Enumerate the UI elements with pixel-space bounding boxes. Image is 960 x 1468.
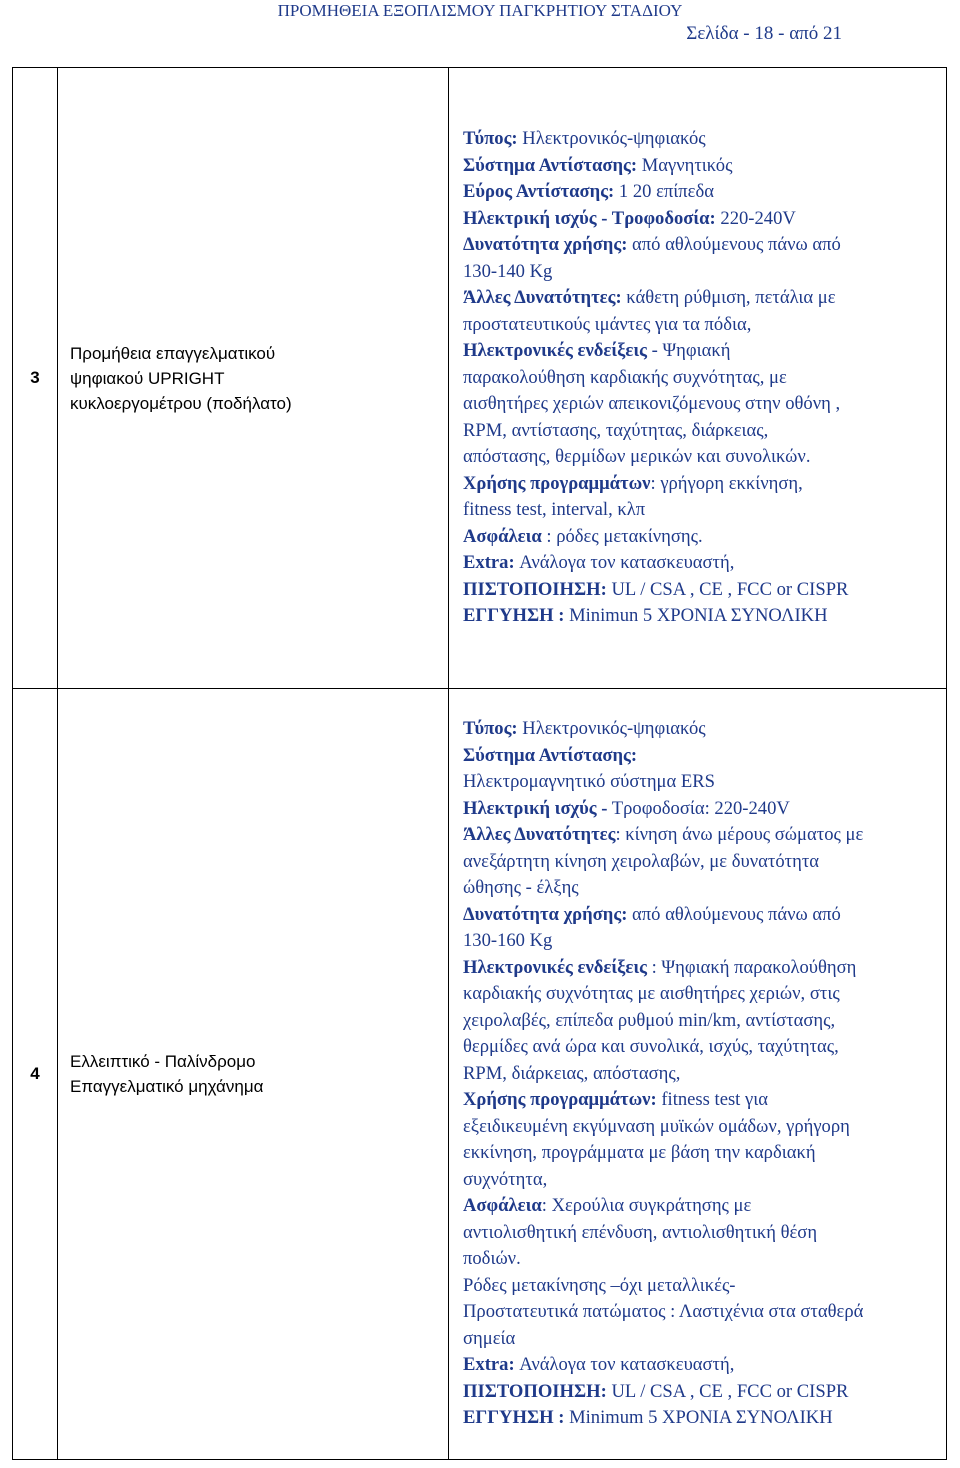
spec-line (463, 981, 944, 1008)
spec-value: Τροφοδοσία: 220-240V (607, 797, 790, 819)
spec-value: εκκίνηση, προγράμματα με βάση την καρδιακή (463, 1142, 816, 1164)
spec-value: fitness test για (656, 1089, 768, 1111)
spec-value: 220-240V (715, 207, 796, 229)
spec-value: Προστατευτικά πατώματος : Λαστιχένια στα σταθερά (463, 1301, 864, 1323)
spec-label: Εύρος Αντίστασης: (463, 181, 615, 203)
specification-table (12, 67, 947, 1460)
spec-value: σημεία (463, 1327, 516, 1349)
item-name-line: ψηφιακού UPRIGHT (70, 368, 225, 388)
spec-line (463, 153, 944, 180)
spec-line (463, 391, 944, 418)
spec-line (463, 338, 944, 365)
spec-label: Δυνατότητα χρήσης: (463, 234, 628, 256)
spec-line (463, 769, 944, 796)
spec-line (463, 1008, 944, 1035)
spec-line (463, 418, 944, 445)
table-row (13, 68, 947, 689)
spec-line (463, 849, 944, 876)
spec-value: RPM, αντίστασης, ταχύτητας, διάρκειας, (463, 419, 769, 441)
spec-value: : Χερούλια συγκράτησης με (541, 1195, 752, 1217)
spec-value: Ρόδες μετακίνησης –όχι μεταλλικές- (463, 1274, 736, 1296)
spec-line (463, 259, 944, 286)
spec-line (463, 365, 944, 392)
spec-label: Ασφάλεια (463, 525, 542, 547)
item-name-line: Επαγγελματικό μηχάνημα (70, 1077, 264, 1096)
spec-value: προστατευτικούς ιμάντες για τα πόδια, (463, 313, 752, 335)
spec-value: RPM, διάρκειας, απόστασης, (463, 1062, 681, 1084)
spec-label: Ηλεκτρική ισχύς - Τροφοδοσία: (463, 207, 716, 229)
spec-value: : ρόδες μετακίνησης. (541, 525, 703, 547)
spec-label: Χρήσης προγραμμάτων (463, 472, 651, 494)
spec-label: Δυνατότητα χρήσης: (463, 903, 628, 925)
spec-line (463, 1034, 944, 1061)
spec-label: Ηλεκτρική ισχύς - (463, 797, 608, 819)
spec-value: από αθλούμενους πάνω από (627, 903, 841, 925)
spec-value: UL / CSA , CE , FCC or CISPR (606, 578, 849, 600)
spec-value: ώθησης - έλξης (463, 877, 579, 899)
spec-value: Ηλεκτρονικός-ψηφιακός (517, 718, 706, 740)
spec-label: Ηλεκτρονικές ενδείξεις (463, 340, 647, 362)
spec-value: Minimum 5 ΧΡΟΝΙΑ ΣΥΝΟΛΙΚΗ (564, 1407, 833, 1429)
spec-line (463, 1405, 944, 1432)
spec-value: 130-160 Kg (463, 930, 553, 952)
item-name (58, 68, 449, 689)
spec-label: Ηλεκτρονικές ενδείξεις (463, 956, 647, 978)
item-number: 3 (13, 68, 58, 689)
spec-label: Σύστημα Αντίστασης: (463, 154, 638, 176)
spec-label: ΠΙΣΤΟΠΟΙΗΣΗ: (463, 1380, 607, 1402)
spec-line (463, 471, 944, 498)
spec-line (463, 206, 944, 233)
item-description (449, 68, 947, 689)
spec-label: Τύπος: (463, 718, 518, 740)
spec-line (463, 312, 944, 339)
item-name-line: κυκλοεργομέτρου (ποδήλατο) (70, 393, 292, 413)
spec-value: ανεξάρτητη κίνηση χειρολαβών, με δυνατότητα (463, 850, 820, 872)
spec-value: Ανάλογα τον κατασκευαστή, (514, 1354, 735, 1376)
spec-label: Άλλες Δυνατότητες (463, 824, 616, 846)
table-row (13, 689, 947, 1460)
spec-label: Extra: (463, 552, 515, 574)
spec-line (463, 497, 944, 524)
spec-line (463, 126, 944, 153)
spec-line (463, 1087, 944, 1114)
spec-line (463, 1352, 944, 1379)
spec-value: fitness test, interval, κλπ (463, 499, 646, 521)
spec-value: αισθητήρες χεριών απεικονιζόμενους στην οθόνη , (463, 393, 841, 415)
spec-label: ΕΓΓΥΗΣΗ : (463, 1407, 565, 1429)
spec-label: Χρήσης προγραμμάτων: (463, 1089, 657, 1111)
spec-value: καρδιακής συχνότητας με αισθητήρες χεριών, στις (463, 983, 840, 1005)
spec-label: Σύστημα Αντίστασης: (463, 744, 638, 766)
spec-value: κάθετη ρύθμιση, πετάλια με (621, 287, 836, 309)
spec-label: Ασφάλεια (463, 1195, 542, 1217)
spec-line (463, 955, 944, 982)
spec-line (463, 1193, 944, 1220)
spec-line (463, 822, 944, 849)
spec-line (463, 1246, 944, 1273)
document-header-title: ΠΡΟΜΗΘΕΙΑ ΕΞΟΠΛΙΣΜΟΥ ΠΑΓΚΡΗΤΙΟΥ ΣΤΑΔΙΟΥ (277, 1, 683, 20)
item-number: 4 (13, 689, 58, 1460)
spec-line (463, 550, 944, 577)
spec-label: Extra: (463, 1354, 515, 1376)
spec-value: αντιολισθητική επένδυση, αντιολισθητική θέση (463, 1221, 818, 1243)
spec-value: ποδιών. (463, 1248, 521, 1270)
spec-line (463, 232, 944, 259)
spec-line (463, 1326, 944, 1353)
spec-line (463, 444, 944, 471)
spec-line (463, 1061, 944, 1088)
spec-value: εξειδικευμένη εκγύμναση μυϊκών ομάδων, γρήγορη (463, 1115, 850, 1137)
spec-value: απόστασης, θερμίδων μερικών και συνολικών. (463, 446, 811, 468)
spec-line (463, 603, 944, 630)
spec-value: UL / CSA , CE , FCC or CISPR (606, 1380, 849, 1402)
spec-line (463, 1379, 944, 1406)
spec-line (463, 796, 944, 823)
spec-line (463, 875, 944, 902)
spec-line (463, 1299, 944, 1326)
spec-value: : Ψηφιακή παρακολούθηση (646, 956, 857, 978)
spec-value: 130-140 Kg (463, 260, 553, 282)
spec-line (463, 1220, 944, 1247)
spec-value: Ανάλογα τον κατασκευαστή, (514, 552, 735, 574)
spec-value: Ηλεκτρομαγνητικό σύστημα ERS (463, 771, 716, 793)
spec-value: χειρολαβές, επίπεδα ρυθμού min/km, αντίστασης, (463, 1009, 836, 1031)
spec-line (463, 1140, 944, 1167)
spec-value: Minimun 5 ΧΡΟΝΙΑ ΣΥΝΟΛΙΚΗ (564, 605, 828, 627)
spec-line (463, 928, 944, 955)
spec-label: ΕΓΓΥΗΣΗ : (463, 605, 565, 627)
spec-line (463, 743, 944, 770)
item-name (58, 689, 449, 1460)
spec-line (463, 577, 944, 604)
spec-label: Τύπος: (463, 128, 518, 150)
spec-label: ΠΙΣΤΟΠΟΙΗΣΗ: (463, 578, 607, 600)
spec-line (463, 1273, 944, 1300)
spec-line (463, 285, 944, 312)
spec-value: συχνότητα, (463, 1168, 548, 1190)
item-name-line: Προμήθεια επαγγελματικού (70, 343, 276, 363)
spec-value: - Ψηφιακή (646, 340, 731, 362)
spec-line (463, 1167, 944, 1194)
spec-line (463, 1114, 944, 1141)
spec-line (463, 179, 944, 206)
spec-line (463, 716, 944, 743)
item-name-line: Ελλειπτικό - Παλίνδρομο (70, 1052, 256, 1071)
spec-value: Μαγνητικός (637, 154, 733, 176)
spec-value: Ηλεκτρονικός-ψηφιακός (517, 128, 706, 150)
item-description (449, 689, 947, 1460)
spec-value: από αθλούμενους πάνω από (627, 234, 841, 256)
spec-value: θερμίδες ανά ώρα και συνολικά, ισχύς, ταχύτητας, (463, 1036, 839, 1058)
spec-label: Άλλες Δυνατότητες: (463, 287, 622, 309)
spec-line (463, 902, 944, 929)
page-number: Σελίδα - 18 - από 21 (686, 23, 842, 44)
spec-value: : γρήγορη εκκίνηση, (650, 472, 803, 494)
spec-value: παρακολούθηση καρδιακής συχνότητας, με (463, 366, 787, 388)
spec-value: : κίνηση άνω μέρους σώματος με (615, 824, 864, 846)
spec-line (463, 524, 944, 551)
spec-value: 1 20 επίπεδα (614, 181, 714, 203)
